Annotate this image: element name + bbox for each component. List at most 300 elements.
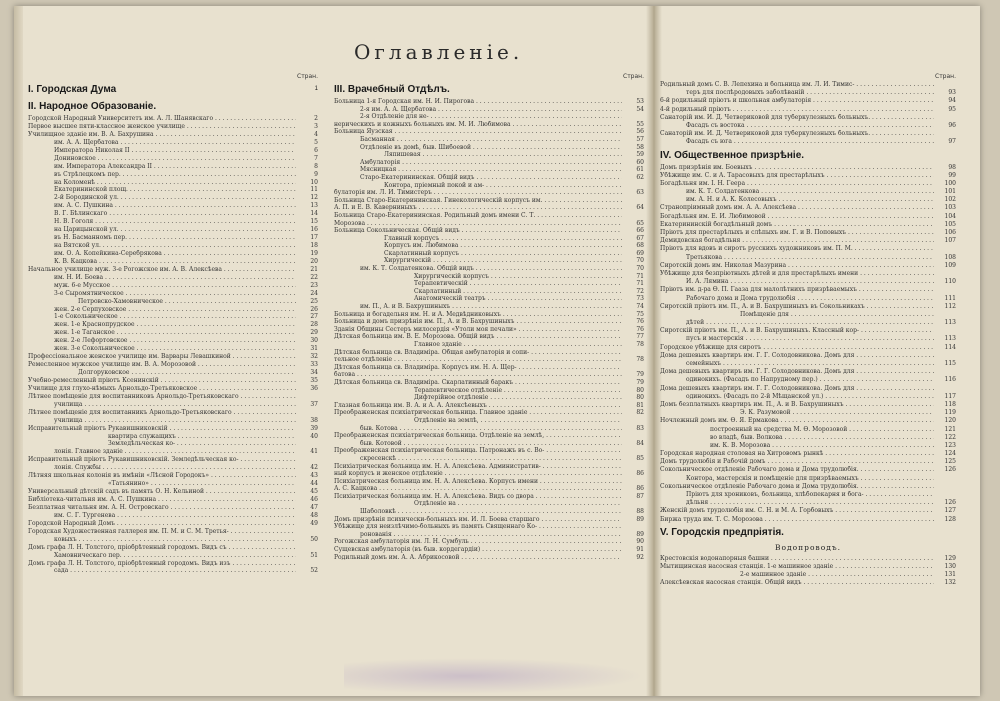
toc-entry-title: Больница Сокольническая. Общій видъ . . . (334, 227, 622, 235)
toc-entry-title: Хирургическій . . . (334, 257, 622, 265)
toc-entry-title: Городской Народный Университетъ им. А. Л. Шанявскаго . . . (28, 115, 296, 123)
toc-entry-title: муж. 6-е Мусское . . . (28, 282, 296, 290)
toc-entry-page: 71 (636, 280, 644, 288)
toc-entry-title: построенный на средства М. Ѳ. Морозовой . . . (660, 426, 934, 434)
toc-entry (660, 319, 956, 327)
toc-entry (660, 368, 956, 376)
toc-entry-page: 30 (310, 337, 318, 345)
toc-entry (28, 361, 318, 369)
toc-entry-page: 118 (944, 400, 956, 408)
toc-entry (28, 567, 318, 575)
toc-entry-title: Петровско-Хамовническое . . . (28, 298, 296, 306)
toc-entry-page: 83 (636, 424, 644, 432)
toc-entry-page: 81 (636, 401, 644, 409)
toc-entry-title: Психіатрическая больница им. Н. А. Алексѣева. Административ- . . . (334, 463, 622, 471)
toc-entry-title: Ремесленное мужское училище им. В. А. Морозовой . . . (28, 361, 296, 369)
toc-entry (28, 274, 318, 282)
toc-entry (334, 432, 644, 440)
toc-entry (660, 286, 956, 294)
toc-entry-title: Отдѣленіе на землѣ, . . . (334, 417, 622, 425)
toc-entry (334, 508, 644, 516)
toc-entry (28, 560, 318, 568)
toc-entry-page: 32 (310, 353, 318, 361)
toc-entry-title: Зданія Общины Сестеръ милосердія «Утоли моя печали» . . . (334, 326, 622, 334)
toc-entry (660, 434, 956, 442)
toc-entry-page: 24 (310, 289, 318, 297)
ink-stamp (344, 658, 644, 694)
toc-entry (334, 303, 644, 311)
toc-entry-title: им. К. В. Морозова . . . (660, 442, 934, 450)
toc-entry-page: 53 (636, 98, 644, 105)
toc-entry-title: Главное зданіе . . . (334, 341, 622, 349)
toc-entry-title: «Татьянино» . . . (28, 480, 296, 488)
toc-entry-title: Рогожская амбулаторія им. Л. Н. Сумбуль . . . (334, 538, 622, 546)
toc-entry (334, 204, 644, 212)
toc-entry-title: Амбулаторія . . . (334, 159, 622, 167)
toc-entry (28, 377, 318, 385)
toc-entry (660, 344, 956, 352)
toc-entry-page: 16 (310, 226, 318, 234)
toc-entry-page: 120 (944, 417, 956, 425)
toc-entry-title: Санаторій им. И. Д. Четвериковой для туберкулезныхъ больныхъ. . . . (660, 130, 934, 138)
toc-entry (28, 226, 318, 234)
toc-entry (660, 97, 956, 105)
toc-entry-title: Родильный домъ С. В. Лепехина и больница им. Л. И. Тимис- . . . (660, 81, 934, 89)
toc-entry (660, 237, 956, 245)
toc-entry-page: 50 (310, 535, 318, 543)
toc-entry-page: 78 (636, 341, 644, 348)
toc-entry (660, 335, 956, 343)
toc-entry-page: 125 (944, 458, 956, 466)
toc-entry (28, 433, 318, 441)
toc-entry-title: Преображенская психіатрическая больница. Патронажъ въ с. Во- . . . (334, 447, 622, 455)
toc-entry-title: тельное отдѣленіе . . . (334, 356, 622, 364)
toc-entry-title: Контора, мастерскія и помѣщеніе для призрѣваемыхъ . . . (660, 475, 934, 483)
toc-entry-title: А. П. и Е. В. Каверниныхъ . . . (334, 204, 622, 212)
toc-entry-title: Отдѣленіе въ домѣ, быв. Шибоевой . . . (334, 144, 622, 152)
toc-entry-page: 102 (944, 196, 956, 204)
toc-entry-page: 131 (944, 571, 956, 579)
toc-entry-page: 45 (310, 488, 318, 496)
toc-entry (334, 425, 644, 433)
toc-entry (334, 371, 644, 379)
toc-entry (334, 128, 644, 136)
toc-entry-page: 109 (944, 261, 956, 269)
toc-entry-title: Пріютъ для престарѣлыхъ и слѣпыхъ им. Г. и В. Поповыхъ . . . (660, 229, 934, 237)
toc-entry (28, 504, 318, 512)
section-heading-title: II. Народное Образованіе. (28, 101, 157, 112)
toc-entry (660, 114, 956, 122)
toc-entry-title: Дѣтская больница св. Владиміра. Скарлатинный баракъ . . . (334, 379, 622, 387)
toc-entry (28, 171, 318, 179)
page-column-label: Стран. (623, 73, 644, 80)
toc-entry-page: 67 (636, 234, 644, 242)
toc-entry-page: 126 (944, 466, 956, 474)
toc-entry (334, 523, 644, 531)
toc-entry (28, 472, 318, 480)
toc-entry (660, 106, 956, 114)
toc-entry-title: им. А. А. Щербатова . . . (28, 139, 296, 147)
toc-entry (660, 385, 956, 393)
toc-entry-title: Училище для глухо-нѣмыхъ Арнольдо-Третьяковское . . . (28, 385, 296, 393)
toc-entry-page: 105 (944, 220, 956, 228)
toc-entry-page: 71 (636, 272, 644, 280)
toc-entry (660, 555, 956, 563)
toc-entry (660, 130, 956, 138)
toc-entry-title: Главный корпусъ . . . (334, 235, 622, 243)
toc-entry-title: 2-я им. А. А. Щербатова . . . (334, 106, 622, 114)
page-edge (14, 6, 23, 696)
toc-entry (660, 254, 956, 262)
section-heading-title: III. Врачебный Отдѣлъ. (334, 84, 450, 95)
toc-entry-title: Контора, пріемный покой и ам- . . . (334, 182, 622, 190)
toc-entry-page: 47 (310, 503, 318, 511)
toc-entry-title: Терапевтическій . . . (334, 280, 622, 288)
toc-entry-page: 59 (636, 151, 644, 159)
toc-entry-page: 86 (636, 470, 644, 478)
toc-entry-title: въ Стрѣлецкомъ пер. . . . (28, 171, 296, 179)
section-heading-title: I. Городская Дума (28, 84, 117, 95)
toc-entry-page: 57 (636, 135, 644, 143)
toc-entry-title: Скарлатинный . . . (334, 288, 622, 296)
toc-entry-page: 79 (636, 378, 644, 386)
toc-entry-title: Дома дешевыхъ квартиръ им. Г. Г. Солодовникова. Домъ для . . . (660, 385, 934, 393)
toc-entry-title: Земледѣльческая ко- . . . (28, 440, 296, 448)
section-heading (660, 524, 956, 541)
toc-entry-page: 132 (944, 579, 956, 587)
toc-entry (334, 402, 644, 410)
toc-entry (28, 186, 318, 194)
toc-entry (28, 115, 318, 123)
toc-entry (660, 442, 956, 450)
toc-entry-title: Дома дешевыхъ квартиръ им. Г. Г. Солодовникова. Домъ для . . . (660, 368, 934, 376)
toc-entry-title: Н. В. Гоголя . . . (28, 218, 296, 226)
toc-entry-page: 38 (310, 416, 318, 424)
toc-entry (28, 440, 318, 448)
toc-entry-page: 70 (636, 257, 644, 265)
toc-entry-title: Безплатная читальня им. А. Н. Островскаго . . . (28, 504, 296, 512)
toc-entry-title: семейныхъ . . . (660, 360, 934, 368)
toc-entry-title: на Коломенѣ . . . (28, 179, 296, 187)
toc-entry (334, 295, 644, 303)
toc-entry (660, 450, 956, 458)
toc-entry-title: Шаболовкѣ . . . (334, 508, 622, 516)
toc-entry (334, 349, 644, 357)
toc-entry (28, 401, 318, 409)
toc-entry-title: Преображенская психіатрическая больница. Главное зданіе . . . (334, 409, 622, 417)
toc-entry-page: 99 (948, 171, 956, 179)
toc-entry-title: Дѣтская больница св. Владиміра. Корпусъ им. Н. А. Щер- . . . (334, 364, 622, 372)
toc-entry-page: 49 (310, 519, 318, 527)
toc-entry (28, 528, 318, 536)
section-heading-title: V. Городскія предпріятія. (660, 526, 784, 538)
toc-entry-page: 27 (310, 313, 318, 321)
toc-entry (334, 235, 644, 243)
toc-entry (28, 353, 318, 361)
toc-entry (660, 327, 956, 335)
toc-entry-page: 4 (314, 130, 318, 138)
toc-entry-title: на Царицынской ул. . . . (28, 226, 296, 234)
toc-entry-title: жен. 1-е Таганское . . . (28, 329, 296, 337)
toc-entry-page: 40 (310, 432, 318, 440)
toc-entry-title: быв. Котова . . . (334, 425, 622, 433)
toc-entry-page: 127 (944, 507, 956, 515)
toc-entry (334, 98, 644, 106)
toc-entry-page: 98 (948, 163, 956, 171)
toc-entry-title: Э. К. Разумовой . . . (660, 409, 934, 417)
toc-entry-title: 2-е машинное зданіе . . . (660, 571, 934, 579)
toc-entry-title: пусъ и мастерскія . . . (660, 335, 934, 343)
toc-entry-page: 68 (636, 242, 644, 250)
toc-entry-title: Городской Народный Домъ . . . (28, 520, 296, 528)
section-heading (28, 81, 318, 98)
toc-entry (334, 227, 644, 235)
toc-entry (28, 417, 318, 425)
toc-entry-page: 11 (310, 186, 318, 194)
toc-entry-page: 25 (310, 297, 318, 305)
toc-entry (334, 409, 644, 417)
toc-entry (660, 475, 956, 483)
toc-entry-title: училища . . . (28, 401, 296, 409)
toc-entry-title: Городское убѣжище для сиротъ . . . (660, 344, 934, 352)
toc-entry-title: скресенскѣ . . . (334, 455, 622, 463)
toc-entry-title: Сиротскій пріютъ им. П., А. и В. Бахрушиныхъ въ Сокольникахъ . . . (660, 303, 934, 311)
toc-entry-page: 61 (636, 166, 644, 174)
toc-entry-title: Лѣтняя школьная колонія въ имѣніи «Лѣсной Городокъ» . . . (28, 472, 296, 480)
toc-entry (334, 159, 644, 167)
toc-entry (334, 440, 644, 448)
toc-entry-page: 113 (944, 319, 956, 327)
toc-entry (28, 282, 318, 290)
toc-entry (660, 401, 956, 409)
toc-entry-title: во владѣ, быв. Волкова . . . (660, 434, 934, 442)
toc-entry (28, 337, 318, 345)
toc-entry-title: Лѣтнее помѣщеніе для воспитанникъ Арнольдо-Третьяковскаго . . . (28, 409, 296, 417)
toc-entry-title: Больница 1-я Городская им. Н. И. Пирогова . . . (334, 98, 622, 106)
toc-entry-title: Морозова . . . (334, 220, 622, 228)
toc-entry-title: 3-е Сыромятническое . . . (28, 290, 296, 298)
toc-entry-title: им. О. А. Копейкина-Серебрякова . . . (28, 250, 296, 258)
toc-entry-title: Домъ трудолюбія и Рабочій домъ . . . (660, 458, 934, 466)
toc-entry-page: 130 (944, 562, 956, 570)
toc-entry-page: 2 (314, 115, 318, 122)
toc-entry-page: 89 (636, 515, 644, 523)
toc-entry-title: Учебно-ремесленный пріютъ Ксенинскій . . . (28, 377, 296, 385)
toc-entry (28, 409, 318, 417)
toc-entry-title: Странопріимный домъ им. А. А. Алексѣева . . . (660, 204, 934, 212)
toc-entry (334, 546, 644, 554)
section-heading (334, 81, 644, 98)
toc-entry-title: Биржа труда им. Т. С. Морозова . . . (660, 516, 934, 524)
toc-entry (28, 250, 318, 258)
toc-entry-title: Домъ графа Л. Н. Толстого, пріобрѣтенный городомъ. Видъ изъ . . . (28, 560, 296, 568)
toc-entry-page: 122 (944, 433, 956, 441)
toc-entry-title: ный корпусъ и женское отдѣленіе . . . (334, 470, 622, 478)
toc-entry-title: жен. 3-е Сокольническое . . . (28, 345, 296, 353)
toc-entry-page: 66 (636, 227, 644, 235)
toc-entry-page: 101 (944, 188, 956, 196)
toc-entry-title: им. А. С. Пушкина . . . (28, 202, 296, 210)
toc-entry (334, 280, 644, 288)
toc-entry-page: 43 (310, 472, 318, 480)
toc-entry-title: Домъ безплатныхъ квартиръ им. П., А. и В. Бахрушиныхъ . . . (660, 401, 934, 409)
toc-entry-title: Скарлатинный корпусъ . . . (334, 250, 622, 258)
toc-entry-title: Профессіональное женское училище им. Варвары Левашкиной . . . (28, 353, 296, 361)
toc-entry-page: 89 (636, 530, 644, 538)
toc-entry-title: Санаторій им. И. Д. Четвериковой для туберкулезныхъ больныхъ. . . . (660, 114, 934, 122)
toc-entry-page: 80 (636, 386, 644, 394)
toc-entry-title: Басманная . . . (334, 136, 622, 144)
toc-entry-page: 35 (310, 376, 318, 384)
toc-entry (334, 189, 644, 197)
toc-entry-title: Екатерининской площ. . . . (28, 186, 296, 194)
toc-entry-title: Корпусъ им. Любимова . . . (334, 242, 622, 250)
toc-entry-page: 44 (310, 480, 318, 488)
toc-entry-title: Городская Художественная галлерея им. П. М. и С. М. Третья- . . . (28, 528, 296, 536)
toc-entry-page: 129 (944, 554, 956, 562)
toc-entry-page: 88 (636, 508, 644, 516)
toc-entry (334, 455, 644, 463)
toc-entry (334, 326, 644, 334)
section-heading (28, 98, 318, 115)
toc-entry-title: лонія. Службы . . . (28, 464, 296, 472)
toc-entry-page: 128 (944, 515, 956, 523)
toc-entry-page: 123 (944, 441, 956, 449)
toc-entry-title: Пріютъ им. д-ра Ѳ. П. Гааза для малолѣтнихъ призрѣваемыхъ . . . (660, 286, 934, 294)
toc-entry (28, 131, 318, 139)
toc-entry (28, 464, 318, 472)
toc-entry (334, 493, 644, 501)
toc-entry-page: 117 (944, 392, 956, 400)
toc-entry-title: Екатерининскій богадѣльный домъ . . . (660, 221, 934, 229)
toc-entry-title: Родильный домъ им. А. А. Абрикосовой . . . (334, 554, 622, 562)
toc-entry (660, 466, 956, 474)
toc-entry-page: 51 (310, 551, 318, 559)
toc-column-3 (660, 72, 956, 588)
toc-entry (334, 121, 644, 129)
toc-entry-page: 58 (636, 143, 644, 151)
toc-entry-title: быв. Котовой . . . (334, 440, 622, 448)
toc-entry-title: Мытищинская насосная станція. 1-е машинное зданіе . . . (660, 563, 934, 571)
toc-entry (660, 138, 956, 146)
toc-entry-page: 100 (944, 179, 956, 187)
toc-entry-title: булаторія им. Л. И. Тимистеръ . . . (334, 189, 622, 197)
toc-entry-title: Рабочаго дома и Дома трудолюбія . . . (660, 295, 934, 303)
toc-entry-title: Богадѣльня им. I. Н. Геера . . . (660, 180, 934, 188)
toc-entry-page: 23 (310, 281, 318, 289)
toc-entry-title: ронованія . . . (334, 531, 622, 539)
toc-entry (28, 234, 318, 242)
toc-entry (334, 516, 644, 524)
toc-entry (28, 536, 318, 544)
toc-entry (660, 409, 956, 417)
toc-entry (660, 122, 956, 130)
toc-entry (660, 262, 956, 270)
toc-entry-title: Больница и домъ призрѣнія им. П., А. и В. Бахрушиныхъ . . . (334, 318, 622, 326)
toc-entry (334, 265, 644, 273)
toc-entry (334, 364, 644, 372)
toc-entry (334, 470, 644, 478)
toc-entry (334, 531, 644, 539)
toc-entry-page: 48 (310, 511, 318, 519)
toc-entry-page: 12 (310, 194, 318, 202)
toc-entry-title: Крестовскія водонапорныя башни . . . (660, 555, 934, 563)
section-heading (660, 147, 956, 164)
toc-entry-page: 62 (636, 173, 644, 181)
toc-entry (334, 538, 644, 546)
toc-entry-page: 77 (636, 333, 644, 341)
toc-entry-title: Долгоруковское . . . (28, 369, 296, 377)
toc-entry-title: 1-е Сокольническое . . . (28, 313, 296, 321)
toc-entry (28, 345, 318, 353)
toc-entry (28, 544, 318, 552)
toc-entry (334, 463, 644, 471)
toc-entry-page: 106 (944, 229, 956, 236)
toc-entry-page: 55 (636, 120, 644, 128)
toc-entry-title: въ Н. Басманномъ пер. . . . (28, 234, 296, 242)
toc-entry-page: 42 (310, 464, 318, 472)
toc-entry (334, 333, 644, 341)
toc-entry-title: нерическихъ и кожныхъ больныхъ им. М. И. Любимова . . . (334, 121, 622, 129)
toc-entry (660, 458, 956, 466)
toc-entry (660, 204, 956, 212)
toc-entry-title: Библіотека-читальня им. А. С. Пушкина . . . (28, 496, 296, 504)
toc-entry (28, 369, 318, 377)
toc-entry-title: Алексѣевская насосная станція. Общій видъ . . . (660, 579, 934, 587)
toc-entry (660, 229, 956, 237)
toc-entry (334, 250, 644, 258)
toc-entry-title: Дѣтская больница им. В. Е. Морозова. Общій видъ . . . (334, 333, 622, 341)
toc-entry-title: 6-й родильный пріютъ и школьная амбулаторія . . . (660, 97, 934, 105)
toc-entry (660, 491, 956, 499)
toc-entry-page: 22 (310, 273, 318, 281)
toc-entry-title: лонія. Главное зданіе . . . (28, 448, 296, 456)
toc-entry (28, 456, 318, 464)
toc-entry-page: 86 (636, 485, 644, 493)
toc-entry-title: им. А. Н. и А. К. Колесовыхъ . . . (660, 196, 934, 204)
toc-entry (660, 270, 956, 278)
toc-entry-page: 90 (636, 538, 644, 546)
toc-entry-page: 126 (944, 499, 956, 507)
toc-entry (28, 147, 318, 155)
toc-entry-title: им. С. Г. Тургенева . . . (28, 512, 296, 520)
toc-entry (660, 393, 956, 401)
toc-entry-page: 74 (636, 303, 644, 311)
toc-entry-page: 29 (310, 329, 318, 337)
toc-entry (334, 257, 644, 265)
toc-entry (334, 554, 644, 562)
toc-entry-title: квартира служащихъ . . . (28, 433, 296, 441)
toc-entry (334, 212, 644, 220)
toc-entry-page: 80 (636, 394, 644, 402)
toc-entry-title: жен. 2-е Лефортовское . . . (28, 337, 296, 345)
toc-entry (334, 106, 644, 114)
toc-entry (334, 447, 644, 455)
toc-entry-page: 70 (636, 265, 644, 273)
toc-entry-title: Больница Яузская . . . (334, 128, 622, 136)
toc-entry-page: 76 (636, 318, 644, 326)
toc-entry (28, 520, 318, 528)
toc-entry (334, 288, 644, 296)
toc-entry-page: 76 (636, 325, 644, 333)
toc-entry-page: 119 (944, 409, 956, 417)
toc-entry (28, 321, 318, 329)
toc-entry-title: Домъ графа Л. Н. Толстого, пріобрѣтенный городомъ. Видъ съ . . . (28, 544, 296, 552)
toc-entry-page: 3 (314, 122, 318, 130)
toc-entry-title: В. Г. Бѣлинскаго . . . (28, 210, 296, 218)
toc-entry (334, 318, 644, 326)
toc-entry-title: 2-й Бородинской ул. . . . (28, 194, 296, 202)
